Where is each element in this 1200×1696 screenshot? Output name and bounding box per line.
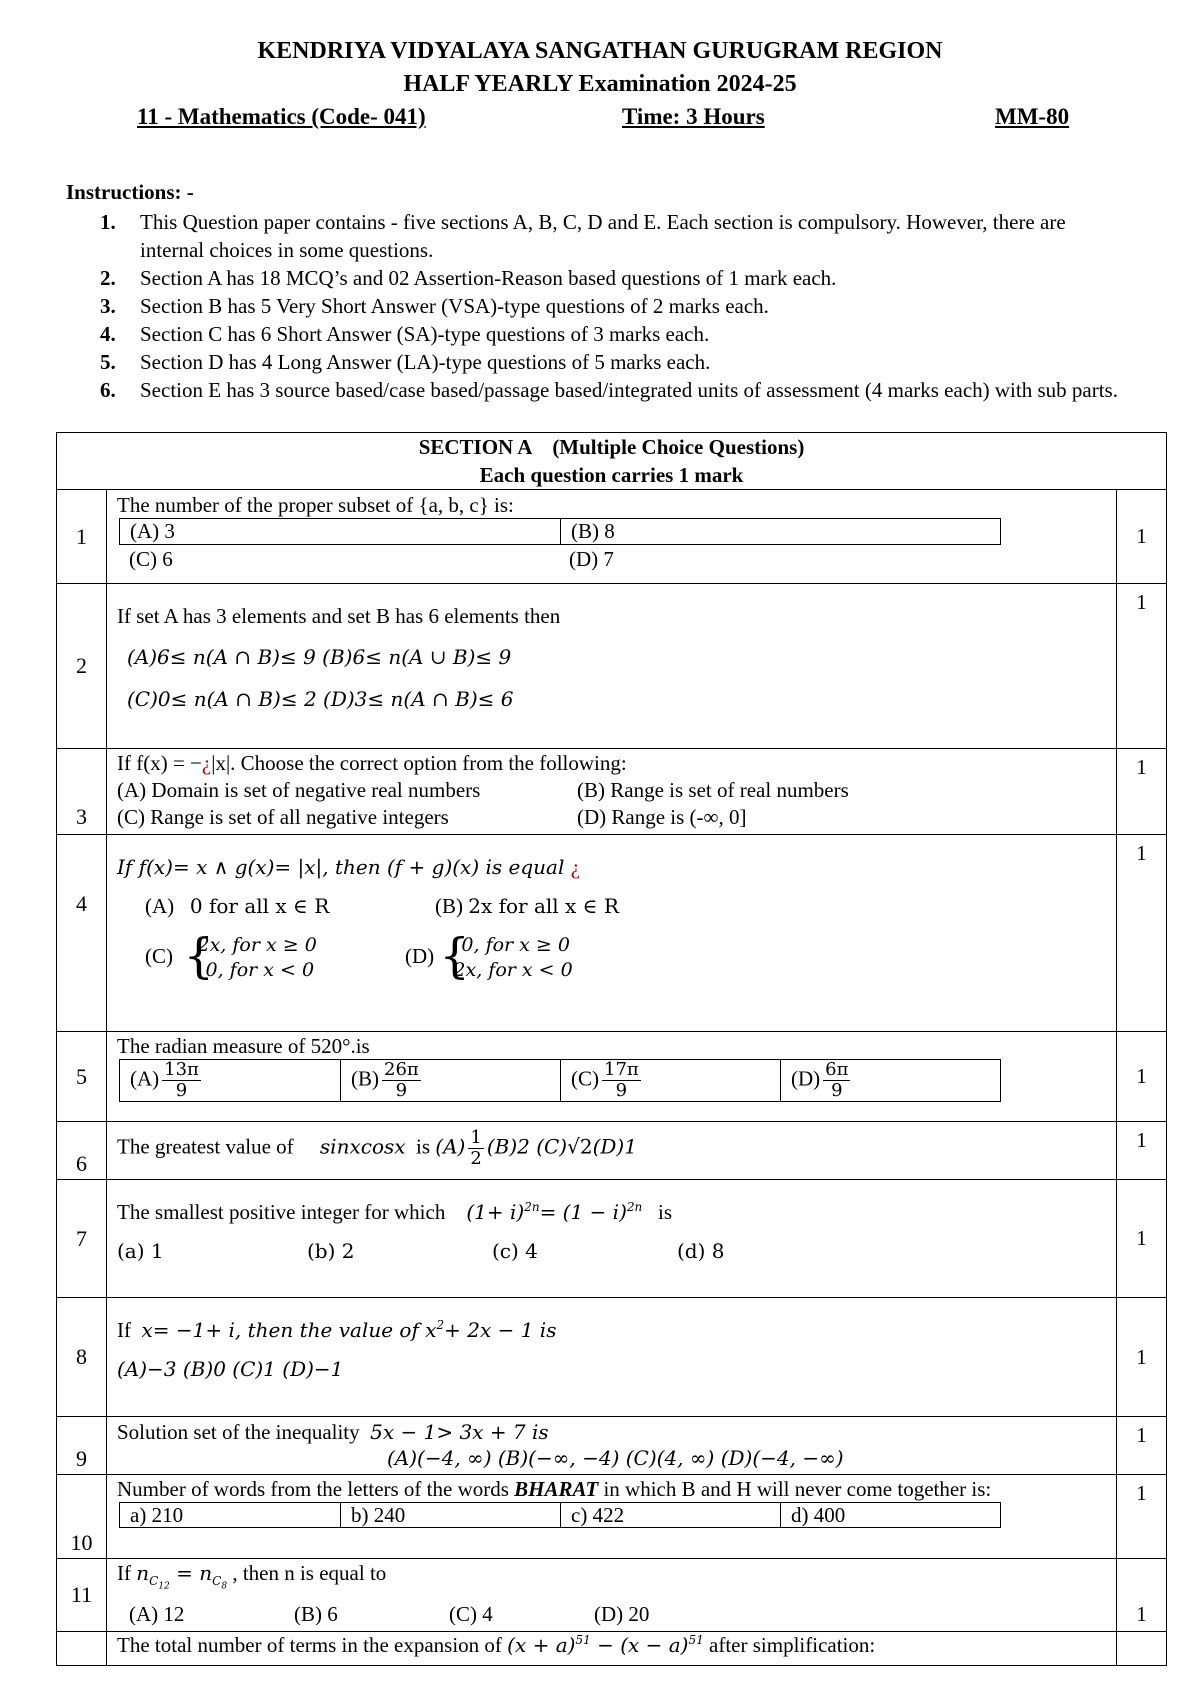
option-c: c) 422	[560, 1503, 780, 1527]
question-text	[117, 855, 1106, 880]
option-text: 0 for all x ∈ R	[189, 894, 330, 918]
option-label: (B)	[435, 894, 463, 918]
question-number: 5	[57, 1032, 107, 1122]
question-number: 10	[57, 1475, 107, 1559]
question-number: 1	[57, 490, 107, 584]
question-text	[117, 1200, 1106, 1225]
exponent: 2n	[524, 1200, 540, 1214]
option-d: (D) 20	[594, 1601, 650, 1626]
marks: 1	[1117, 835, 1167, 1032]
question-number: 3	[57, 749, 107, 835]
section-title: SECTION A (Multiple Choice Questions)	[418, 435, 805, 459]
question-number: 4	[57, 835, 107, 1032]
instruction-item	[100, 348, 1130, 376]
question-text-end: in which B and H will never come together is:	[598, 1477, 992, 1501]
fraction	[382, 1060, 421, 1101]
piece-1: 0, for x ≥ 0	[461, 934, 570, 956]
question-row-6	[57, 1122, 1167, 1180]
numerator: 26π	[384, 1059, 419, 1080]
denominator: 9	[615, 1080, 628, 1101]
option-b: b) 240	[340, 1503, 560, 1527]
options-grid	[117, 777, 1106, 831]
option-a	[145, 894, 435, 919]
question-text	[117, 1560, 1106, 1601]
math-expression: 5x − 1> 3x + 7 is	[370, 1420, 549, 1444]
marks: 1	[1117, 749, 1167, 835]
marks: 1	[1117, 1559, 1167, 1632]
question-number: 7	[57, 1180, 107, 1298]
option-a: a) 210	[130, 1503, 184, 1527]
question-body	[107, 1475, 1117, 1559]
instruction-number: 6.	[100, 378, 116, 402]
instruction-text: Section B has 5 Very Short Answer (VSA)-type questions of 2 marks each.	[140, 294, 769, 318]
question-text: The radian measure of 520°.is	[117, 1034, 370, 1058]
question-body	[107, 835, 1117, 1032]
denominator: 9	[175, 1080, 188, 1101]
question-row-2	[57, 584, 1167, 749]
instruction-item	[100, 208, 1130, 264]
garbled-glyph: ¿	[201, 751, 212, 775]
option-label: (B)	[351, 1066, 379, 1091]
question-body	[107, 584, 1117, 749]
question-body	[107, 1631, 1117, 1665]
math-expression: = n	[169, 1561, 213, 1585]
question-text-end: , then n is equal to	[227, 1561, 387, 1585]
fraction	[162, 1060, 201, 1101]
instructions-title: Instructions: -	[66, 180, 194, 204]
option-b: (b) 2	[307, 1239, 355, 1263]
fraction	[468, 1128, 483, 1169]
option-d	[780, 1060, 1000, 1101]
instruction-item	[100, 320, 1130, 348]
options-row	[117, 1239, 1106, 1263]
subscript: C	[149, 1574, 159, 1589]
instruction-number: 1.	[100, 210, 116, 234]
options-box	[119, 1059, 1001, 1102]
option-label: (C)	[145, 943, 173, 968]
instruction-item	[100, 376, 1130, 404]
question-text-start: If f(x)= x ∧ g(x)= |x|, then (f + g)(x) is equal	[117, 855, 571, 879]
exam-title: HALF YEARLY Examination 2024-25	[403, 71, 797, 97]
subject-code: 11 - Mathematics (Code- 041)	[137, 104, 426, 129]
option-text: 2x for all x ∈ R	[468, 894, 619, 918]
question-text	[117, 1318, 1106, 1343]
option-d: (D) Range is (-∞, 0]	[577, 805, 747, 829]
question-body	[107, 1122, 1117, 1180]
marks: 1	[1117, 1417, 1167, 1475]
options-cd	[117, 928, 1106, 984]
garbled-glyph: ¿	[570, 855, 581, 879]
section-subtitle: Each question carries 1 mark	[479, 463, 744, 487]
option-label: (C)	[571, 1066, 599, 1091]
options-line: (A)(−4, ∞) (B)(−∞, −4) (C)(4, ∞) (D)(−4, −∞)	[387, 1446, 844, 1470]
options-b-c: (B)2 (C)	[486, 1134, 568, 1159]
question-row-9	[57, 1417, 1167, 1475]
question-text: The number of the proper subset of {a, b, c} is:	[117, 493, 514, 517]
question-row-12	[57, 1631, 1167, 1665]
question-row-4	[57, 835, 1167, 1032]
math-expression: + 2x − 1 is	[444, 1318, 557, 1342]
option-c: (C) 4	[449, 1601, 493, 1626]
question-text-end: after simplification:	[703, 1632, 876, 1657]
option-b: (B) 6	[294, 1601, 338, 1626]
numerator: 6π	[825, 1059, 849, 1080]
exponent: 2n	[626, 1200, 643, 1214]
options-row	[117, 1601, 1106, 1628]
numerator: 13π	[164, 1059, 199, 1080]
option-d: (d) 8	[677, 1239, 725, 1263]
option-d: d) 400	[780, 1503, 1000, 1527]
option-b	[435, 894, 835, 919]
options-ab	[117, 894, 1106, 919]
math-expression: (x + a)	[507, 1632, 576, 1657]
option-label: (A)	[145, 894, 175, 918]
question-row-3	[57, 749, 1167, 835]
piece-2: 2x, for x < 0	[453, 959, 573, 981]
question-text	[117, 1633, 1106, 1658]
fraction	[823, 1060, 850, 1101]
question-number	[57, 1631, 107, 1665]
question-body	[107, 1180, 1117, 1298]
marks: 1	[1117, 490, 1167, 584]
options-box	[119, 518, 1001, 545]
question-number: 6	[57, 1122, 107, 1180]
question-text	[117, 1419, 1106, 1445]
option-label: (A)	[130, 1066, 160, 1091]
question-number: 9	[57, 1417, 107, 1475]
math-expression: sinxcosx	[319, 1134, 406, 1159]
question-text-start: If f(x) = −	[117, 751, 202, 775]
question-row-8	[57, 1298, 1167, 1417]
question-row-5	[57, 1032, 1167, 1122]
max-marks: MM-80	[995, 104, 1070, 129]
question-word: BHARAT	[514, 1477, 599, 1501]
option-b	[340, 1060, 560, 1101]
instruction-number: 4.	[100, 322, 116, 346]
instructions-list	[100, 208, 1130, 404]
option-a: (A) Domain is set of negative real numbers	[117, 778, 481, 802]
option-a	[120, 1060, 340, 1101]
question-row-10	[57, 1475, 1167, 1559]
marks: 1	[1117, 584, 1167, 749]
piecewise-function	[439, 928, 573, 984]
instruction-text: Section D has 4 Long Answer (LA)-type questions of 5 marks each.	[140, 350, 711, 374]
option-a: (A) 12	[129, 1601, 185, 1626]
option-d: (D)1	[592, 1134, 637, 1159]
left-brace-icon: {	[439, 928, 470, 984]
instruction-text: Section E has 3 source based/case based/passage based/integrated units of assessment (4 marks each) with sub parts.	[140, 378, 1118, 402]
question-body	[107, 749, 1117, 835]
options-line: (A)−3 (B)0 (C)1 (D)−1	[117, 1357, 344, 1381]
marks: 1	[1117, 1180, 1167, 1298]
question-body	[107, 1298, 1117, 1417]
option-a: (a) 1	[117, 1239, 164, 1263]
options-line-1: (A)6≤ n(A ∩ B)≤ 9 (B)6≤ n(A ∪ B)≤ 9	[127, 645, 512, 669]
option-a: (A)	[435, 1134, 466, 1159]
school-name: KENDRIYA VIDYALAYA SANGATHAN GURUGRAM REGION	[257, 38, 943, 64]
denominator: 2	[470, 1148, 482, 1169]
sqrt-expression: √2	[567, 1134, 593, 1159]
instruction-item	[100, 292, 1130, 320]
subscript-index: 12	[158, 1581, 170, 1592]
question-text-start: The smallest positive integer for which	[117, 1200, 446, 1224]
question-row-11	[57, 1559, 1167, 1632]
math-expression: = (1 − i)	[539, 1200, 627, 1224]
marks: 1	[1117, 1475, 1167, 1559]
question-text-start: Number of words from the letters of the words	[117, 1477, 515, 1501]
fraction	[602, 1060, 641, 1101]
question-text	[117, 1128, 1106, 1169]
instruction-number: 5.	[100, 350, 116, 374]
options-line-2: (C)0≤ n(A ∩ B)≤ 2 (D)3≤ n(A ∩ B)≤ 6	[127, 687, 514, 711]
options-box	[119, 1502, 1001, 1528]
option-c	[145, 928, 405, 984]
subscript: C	[212, 1574, 222, 1589]
question-text-is: is	[658, 1200, 673, 1224]
marks	[1117, 1631, 1167, 1665]
option-label: (D)	[791, 1066, 821, 1091]
question-body	[107, 1417, 1117, 1475]
question-body	[107, 1559, 1117, 1632]
instruction-text: Section A has 18 MCQ’s and 02 Assertion-Reason based questions of 1 mark each.	[140, 266, 837, 290]
piece-2: 0, for x < 0	[205, 959, 315, 981]
question-text	[117, 750, 1106, 777]
question-text-start: The total number of terms in the expansion of	[117, 1632, 508, 1657]
question-text-start: If	[117, 1561, 137, 1585]
marks: 1	[1117, 1298, 1167, 1417]
question-text-if: If	[117, 1318, 131, 1342]
numerator: 1	[470, 1127, 482, 1148]
question-text: If set A has 3 elements and set B has 6 elements then	[117, 604, 561, 628]
question-row-1	[57, 490, 1167, 584]
question-row-7	[57, 1180, 1167, 1298]
math-expression: n	[136, 1561, 150, 1585]
instruction-number: 2.	[100, 266, 116, 290]
denominator: 9	[831, 1080, 843, 1101]
question-body	[107, 490, 1117, 584]
section-header-row	[57, 433, 1167, 490]
piece-1: 2x, for x ≥ 0	[197, 934, 317, 956]
left-brace-icon: {	[183, 928, 215, 984]
instruction-number: 3.	[100, 294, 116, 318]
math-expression: − (x − a)	[590, 1632, 689, 1657]
options-row	[117, 547, 1106, 572]
denominator: 9	[395, 1080, 408, 1101]
marks: 1	[1117, 1122, 1167, 1180]
math-expression: (1+ i)	[466, 1200, 525, 1224]
question-body	[107, 1032, 1117, 1122]
option-c: (C) 6	[129, 547, 173, 571]
exponent: 51	[575, 1632, 591, 1647]
question-number: 11	[57, 1559, 107, 1632]
option-b: (B) Range is set of real numbers	[577, 778, 849, 802]
section-header	[57, 433, 1167, 490]
numerator: 17π	[604, 1059, 639, 1080]
option-d	[405, 928, 805, 984]
option-d: (D) 7	[569, 547, 614, 571]
marks: 1	[1117, 1032, 1167, 1122]
option-a: (A) 3	[130, 519, 175, 543]
exponent: 2	[436, 1318, 445, 1332]
subscript-index: 8	[221, 1581, 228, 1592]
instruction-item	[100, 264, 1130, 292]
question-text	[117, 1476, 1106, 1502]
option-c	[560, 1060, 780, 1101]
question-text-is: is	[416, 1134, 431, 1159]
exponent: 51	[688, 1632, 704, 1647]
option-b: (B) 8	[560, 519, 998, 544]
question-table	[56, 432, 1167, 1666]
question-text-end: |x|. Choose the correct option from the following:	[211, 751, 627, 775]
question-number: 2	[57, 584, 107, 749]
option-label: (D)	[405, 943, 435, 968]
option-c: (c) 4	[492, 1239, 538, 1263]
instruction-text: This Question paper contains - five sections A, B, C, D and E. Each section is compulsory. However, there are internal choices in some questions.	[140, 210, 1066, 262]
option-c: (C) Range is set of all negative integers	[117, 805, 449, 829]
piecewise-function	[183, 928, 317, 984]
question-text-start: Solution set of the inequality	[117, 1420, 360, 1444]
question-number: 8	[57, 1298, 107, 1417]
math-expression: x= −1+ i, then the value of x	[141, 1318, 437, 1342]
exam-time: Time: 3 Hours	[622, 104, 765, 129]
question-text-start: The greatest value of	[117, 1134, 294, 1159]
instruction-text: Section C has 6 Short Answer (SA)-type questions of 3 marks each.	[140, 322, 710, 346]
